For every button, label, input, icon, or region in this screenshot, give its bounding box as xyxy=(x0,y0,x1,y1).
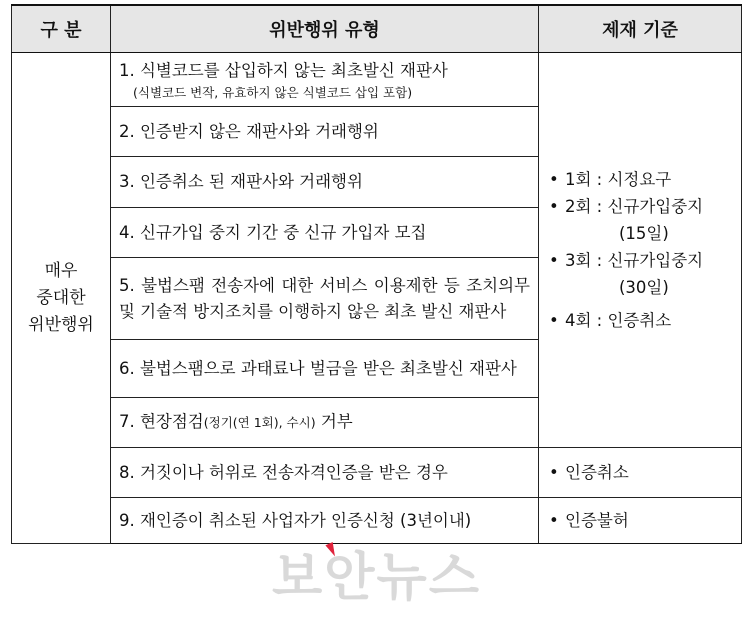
list-item: • 4회 : 인증취소 xyxy=(549,307,741,334)
sanction-criteria-table xyxy=(11,4,742,544)
list-item: • 3회 : 신규가입중지 (30일) xyxy=(549,247,741,301)
violation-item-6: 6. 불법스팸으로 과태료나 벌금을 받은 최초발신 재판사 xyxy=(111,340,539,398)
category-cell xyxy=(12,53,111,544)
violation-item-5: 5. 불법스팸 전송자에 대한 서비스 이용제한 등 조치의무 및 기술적 방지조치를 이행하지 않은 최초 발신 재판사 xyxy=(111,258,539,340)
violation-item-7: 7. 현장점검(정기(연 1회), 수시) 거부 xyxy=(111,398,539,448)
list-item: • 인증취소 xyxy=(549,459,741,486)
boannews-watermark-logo: 보안뉴스 xyxy=(272,545,482,611)
header-category: 구 분 xyxy=(12,5,111,53)
sanction-item-9 xyxy=(539,498,742,544)
violation-item-9: 9. 재인증이 취소된 사업자가 인증신청 (3년이내) xyxy=(111,498,539,544)
violation-item-4: 4. 신규가입 중지 기간 중 신규 가입자 모집 xyxy=(111,208,539,258)
sanction-item-8 xyxy=(539,448,742,498)
category-label: 매우 중대한 위반행위 xyxy=(28,260,94,335)
list-item: • 1회 : 시정요구 xyxy=(549,166,741,193)
table-header-row xyxy=(12,5,742,53)
table-row xyxy=(12,448,742,498)
violation-item-8: 8. 거짓이나 허위로 전송자격인증을 받은 경우 xyxy=(111,448,539,498)
list-item: • 2회 : 신규가입중지 (15일) xyxy=(549,193,741,247)
violation-item-2: 2. 인증받지 않은 재판사와 거래행위 xyxy=(111,107,539,157)
sanction-steps-list xyxy=(549,166,741,334)
violation-item-3: 3. 인증취소 된 재판사와 거래행위 xyxy=(111,157,539,208)
list-item: • 인증불허 xyxy=(549,507,741,534)
sanction-steps-cell xyxy=(539,53,742,448)
table-row xyxy=(12,53,742,107)
header-sanction-criteria: 제재 기준 xyxy=(539,5,742,53)
header-violation-type: 위반행위 유형 xyxy=(111,5,539,53)
table-row xyxy=(12,498,742,544)
violation-item-1: 1. 식별코드를 삽입하지 않는 최초발신 재판사 (식별코드 변작, 유효하지 않은 식별코드 삽입 포함) xyxy=(111,53,539,107)
violation-item-1-note: (식별코드 변작, 유효하지 않은 식별코드 삽입 포함) xyxy=(133,84,413,100)
